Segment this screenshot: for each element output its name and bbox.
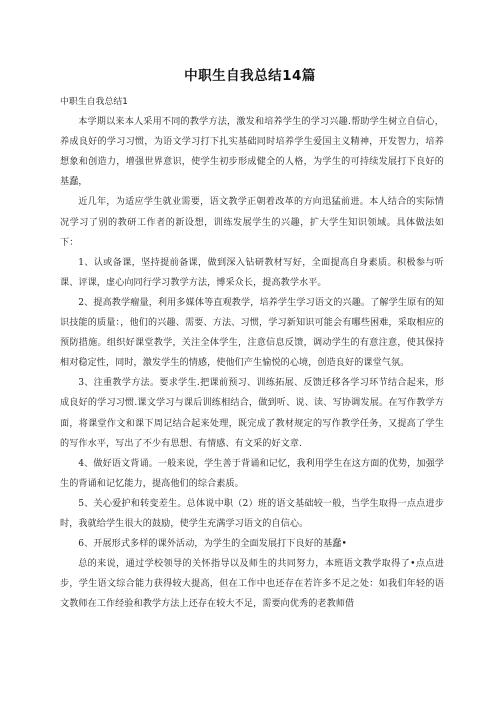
- section-subtitle: 中职生自我总结1: [60, 97, 128, 107]
- paragraph-point-3: 3、注重教学方法。要求学生.把课前预习、训练拓展、反馈迁移各学习环节结合起来，形成良好的学习习惯.课文学习与课后训练相结合，做到听、说、读、写协调发展。在写作教学方面，将课堂作文和课下周记结合起来处理，既完成了教材规定的写作教学任务，又提高了学生的写作水平，写出了不少有思想、有情感、有文采的好文章.: [60, 378, 444, 449]
- paragraph-point-4: 4、做好语文背诵。一般来说，学生善于背诵和记忆，我利用学生在这方面的优势，加强学生的背诵和记忆能力，提高他们的综合素质。: [60, 458, 444, 489]
- document-body: [60, 92, 444, 614]
- paragraph-point-6: 6、开展形式多样的课外活动，为学生的全面发展打下良好的基蠢•: [78, 539, 347, 550]
- paragraph-intro: 本学期以来本人采用不同的教学方法，激发和培养学生的学习兴趣.帮助学生树立自信心，养成良好的学习习惯，为语文学习打下扎实基础同时培养学生爱国主义精神，开发智力，培养想象和创造力，增强世界意识，使学生初步形成健全的人格，为学生的可持续发展打下良好的基蠢，: [60, 117, 444, 188]
- document-title: 中职生自我总结14篇: [184, 68, 316, 84]
- paragraph-conclusion: 总的来说，通过学校领导的关怀指导以及师生的共同努力，本班语文教学取得了•点点进步，学生语文综合能力获得较大提高，但在工作中也还存在若许多不足之处：如我们年轻的语文教师在工作经验和教学方法上还存在较大不足，需要向优秀的老教师借: [60, 559, 444, 610]
- paragraph-point-2: 2、提高教学瘤量，利用多媒体等直观教学，培养学生学习语文的兴趣。了解学生原有的知识技能的质量：，他们的兴趣、需要、方法、习惯，学习新知识可能会有哪些困难，采取相应的预防措施。组织好课堂教学，关注全体学生，注意信息反馈，调动学生的有意注意，使其保持相对稳定性，同时，激发学生的情感，使他们产生愉悦的心境，创造良好的课堂气氛。: [60, 297, 444, 369]
- paragraph-background: 近几年，为适应学生就业需要，语文教学正朝着改革的方向迅猛前进。本人结合的实际情况学习了别的教研工作者的新设想，训练发展学生的兴趣，扩大学生知识领域。具体做法如下：: [60, 197, 444, 248]
- paragraph-point-1: 1、认或备课，坚持提前备课，做到深入钻研教材写好，全面提高自身素质。积极参与听课、评课，虚心向同行学习教学方法，博采众长，提高教学水平。: [60, 257, 444, 288]
- paragraph-point-5: 5、关心爱护和转变差生。总体说中职（2）班的语文基础较一般，当学生取得一点点进步时，我就给学生很大的鼓励，使学生充满学习语文的自信心。: [60, 498, 444, 529]
